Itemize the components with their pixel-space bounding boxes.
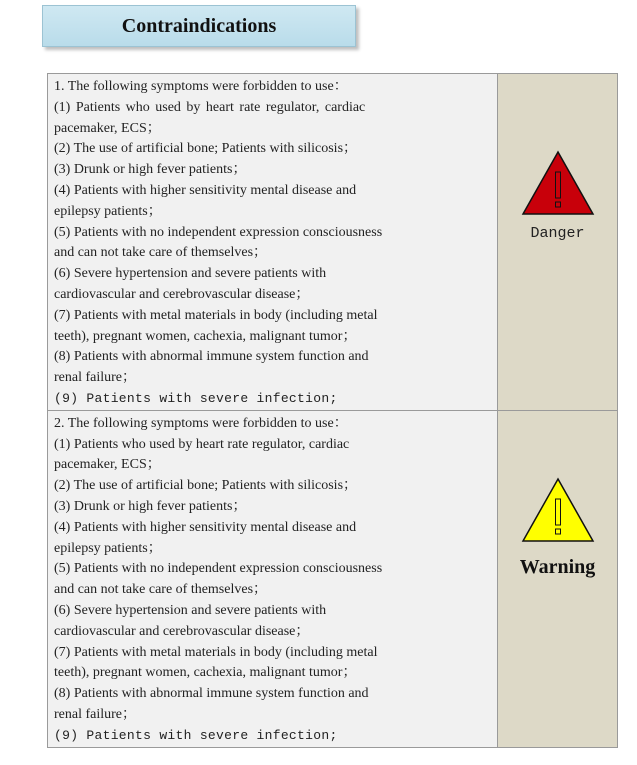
warning-line: epilepsy patients； xyxy=(54,540,162,556)
warning-line: 2. The following symptoms were forbidden to use： xyxy=(54,415,348,431)
warning-line: (3) Drunk or high fever patients； xyxy=(54,498,247,514)
warning-line: (7) Patients with metal materials in body (including metal xyxy=(54,644,378,660)
danger-label: Danger xyxy=(530,225,585,242)
warning-line: (4) Patients with higher sensitivity mental disease and xyxy=(54,519,357,535)
warning-line: (9) Patients with severe infection; xyxy=(54,727,338,743)
danger-line: 1. The following symptoms were forbidden to use： xyxy=(54,79,348,94)
danger-side-cell xyxy=(498,74,618,411)
danger-line: epilepsy patients； xyxy=(54,203,162,219)
warning-triangle-icon xyxy=(521,477,595,543)
warning-line: (6) Severe hypertension and severe patients with xyxy=(54,602,327,618)
danger-line: and can not take care of themselves； xyxy=(54,245,268,261)
danger-line: (5) Patients with no independent expression consciousness xyxy=(54,224,383,240)
danger-line: (6) Severe hypertension and severe patients with xyxy=(54,266,327,282)
danger-line: teeth), pregnant women, cachexia, malignant tumor； xyxy=(54,328,357,344)
warning-line: teeth), pregnant women, cachexia, malignant tumor； xyxy=(54,665,357,681)
warning-line: (8) Patients with abnormal immune system function and xyxy=(54,686,369,702)
warning-line: pacemaker, ECS； xyxy=(54,457,161,473)
warning-line: cardiovascular and cerebrovascular disease； xyxy=(54,623,310,639)
danger-text-cell xyxy=(48,74,498,411)
warning-row xyxy=(48,410,618,747)
section-title: Contraindications xyxy=(121,14,277,37)
warning-line: and can not take care of themselves； xyxy=(54,582,268,598)
danger-line: renal failure； xyxy=(54,370,137,386)
danger-symbol xyxy=(498,150,617,221)
danger-line: (8) Patients with abnormal immune system function and xyxy=(54,349,369,365)
danger-line: pacemaker, ECS； xyxy=(54,120,161,136)
section-title-box xyxy=(42,5,356,47)
danger-line: (2) The use of artificial bone; Patients with silicosis； xyxy=(54,141,358,157)
warning-line: (5) Patients with no independent expression consciousness xyxy=(54,561,383,577)
danger-line: (4) Patients with higher sensitivity mental disease and xyxy=(54,182,357,198)
warning-side-cell xyxy=(498,410,618,747)
danger-line: (7) Patients with metal materials in body (including metal xyxy=(54,307,378,323)
danger-line: (1) Patients who used by heart rate regulator, cardiac xyxy=(54,99,366,115)
warning-text-cell xyxy=(48,410,498,747)
warning-line: (1) Patients who used by heart rate regulator, cardiac xyxy=(54,436,350,452)
warning-label: Warning xyxy=(519,555,596,578)
warning-triangle-shape xyxy=(523,479,593,541)
danger-line: (3) Drunk or high fever patients； xyxy=(54,162,247,178)
warning-symbol xyxy=(498,477,617,548)
contraindications-table xyxy=(47,73,618,748)
danger-line: (9) Patients with severe infection; xyxy=(54,390,338,406)
warning-line: renal failure； xyxy=(54,706,137,722)
danger-row xyxy=(48,74,618,411)
danger-triangle-icon xyxy=(521,150,595,216)
danger-triangle-shape xyxy=(523,152,593,214)
warning-line: (2) The use of artificial bone; Patients with silicosis； xyxy=(54,478,358,494)
danger-line: cardiovascular and cerebrovascular disease； xyxy=(54,286,310,302)
